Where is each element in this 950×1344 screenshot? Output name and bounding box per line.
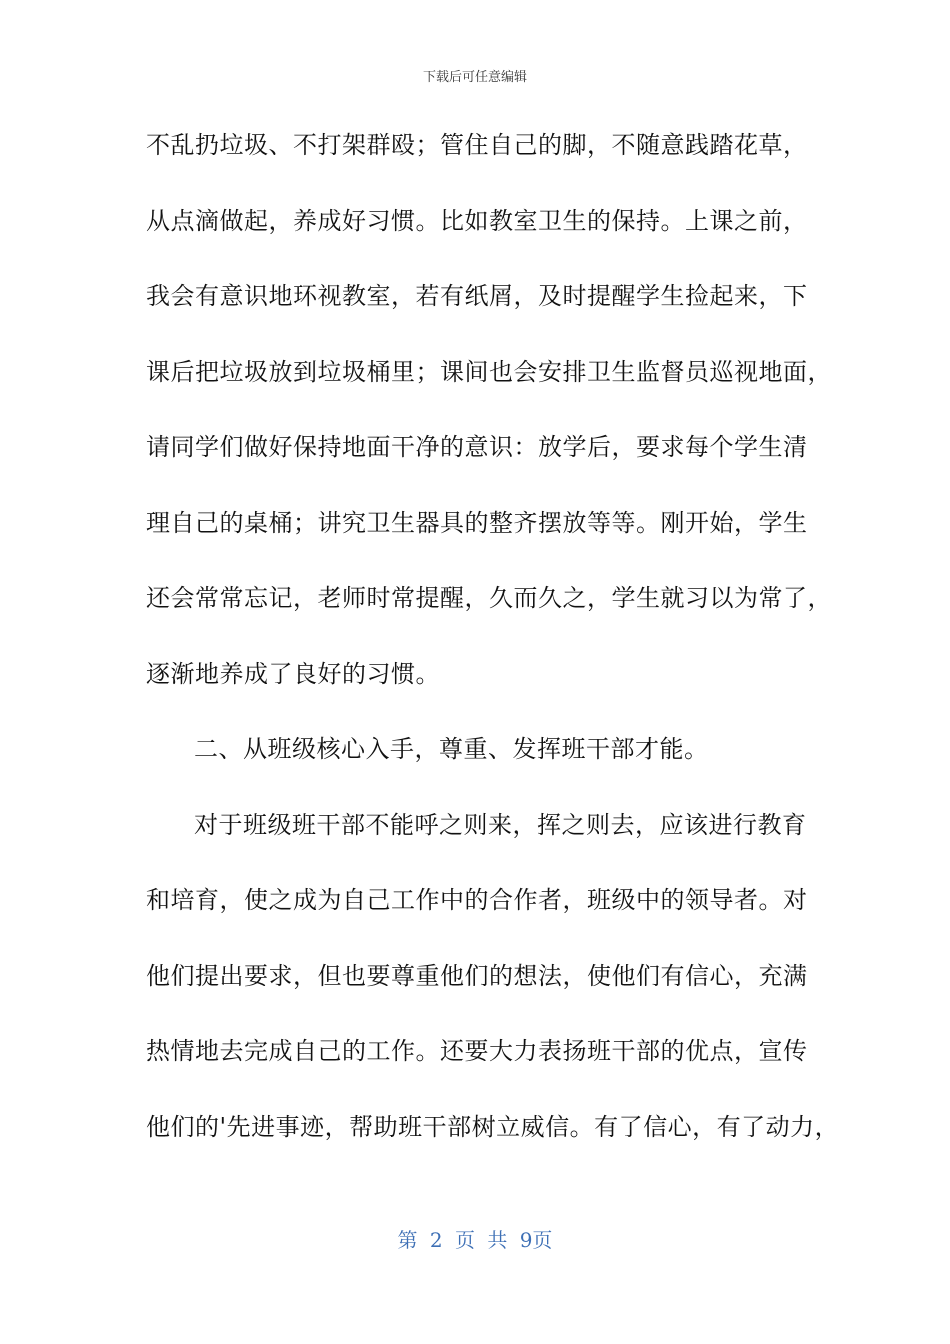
body-line: 从点滴做起，养成好习惯。比如教室卫生的保持。上课之前， [146,206,808,235]
document-body [146,125,840,1182]
body-line: 他们提出要求，但也要尊重他们的想法，使他们有信心，充满 [146,961,808,990]
body-line: 请同学们做好保持地面干净的意识：放学后，要求每个学生清 [146,433,808,461]
body-line: 课后把垃圾放到垃圾桶里；课间也会安排卫生监督员巡视地面， [146,357,832,386]
body-line: 我会有意识地环视教室，若有纸屑，及时提醒学生捡起来，下 [146,282,808,310]
page-number-footer: 第 2 页 共 9页 [397,1228,553,1252]
body-line: 还会常常忘记，老师时常提醒，久而久之，学生就习以为常了， [146,584,832,612]
body-line: 不乱扔垃圾、不打架群殴；管住自己的脚，不随意践踏花草， [146,131,808,159]
body-line: 和培育，使之成为自己工作中的合作者，班级中的领导者。对 [146,886,808,914]
body-line: 逐渐地养成了良好的习惯。 [146,659,440,688]
body-line: 理自己的桌桶；讲究卫生器具的整齐摆放等等。刚开始，学生 [146,508,808,537]
body-line: 对于班级班干部不能呼之则来，挥之则去，应该进行教育 [194,810,807,839]
section-heading: 二、从班级核心入手，尊重、发挥班干部才能。 [194,735,709,763]
body-line: 他们的'先进事迹，帮助班干部树立威信。有了信心，有了动力， [146,1112,840,1141]
body-line: 热情地去完成自己的工作。还要大力表扬班干部的优点，宣传 [146,1037,808,1065]
page-header: 下载后可任意编辑 [422,70,527,85]
